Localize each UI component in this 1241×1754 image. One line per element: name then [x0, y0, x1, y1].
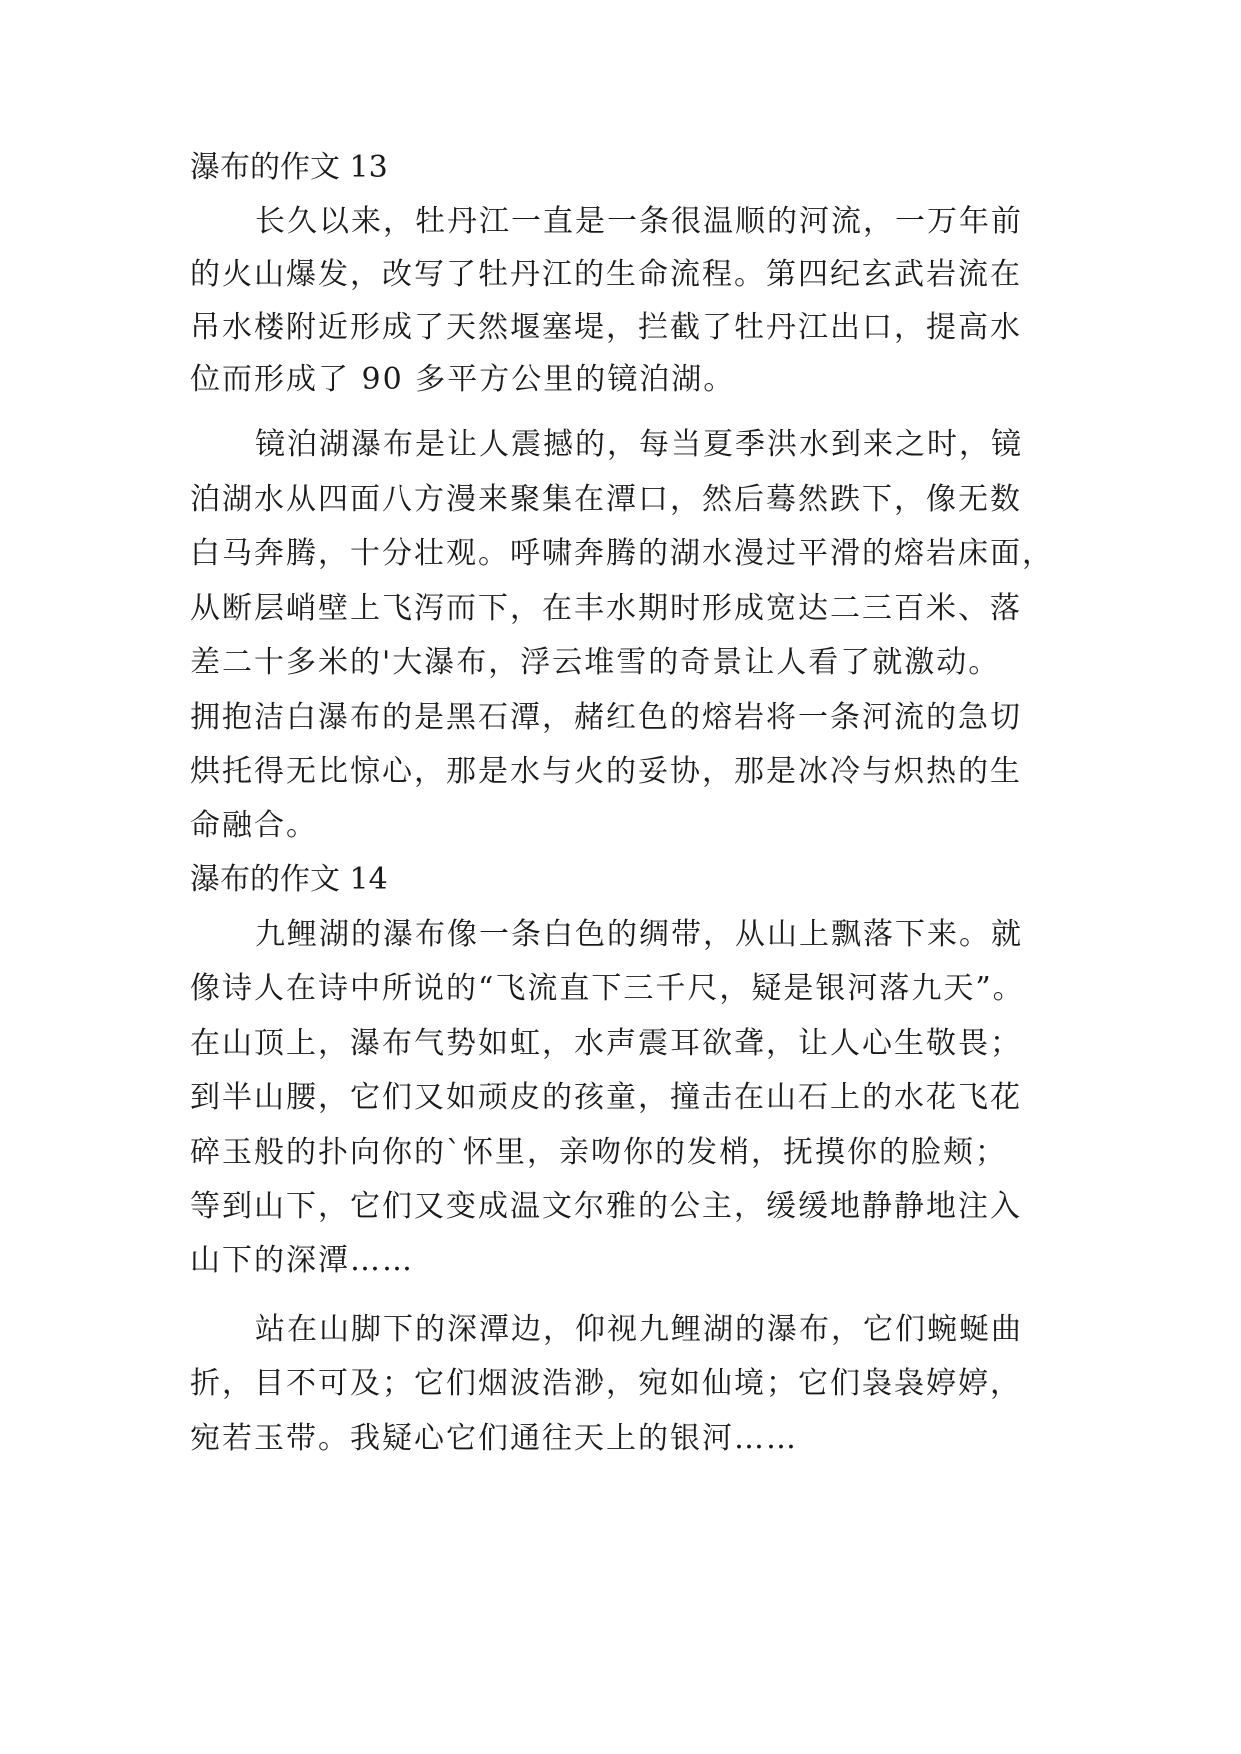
- paragraph-line: 站在山脚下的深潭边，仰视九鲤湖的瀑布，它们蜿蜒曲: [255, 1312, 1023, 1347]
- paragraph-line: 差二十多米的'大瀑布，浮云堆雪的奇景让人看了就激动。: [190, 645, 1001, 680]
- section-title: 瀑布的作文 13: [190, 150, 388, 185]
- paragraph-line: 到半山腰，它们又如顽皮的孩童，撞击在山石上的水花飞花: [190, 1080, 1022, 1115]
- paragraph-line: 镜泊湖瀑布是让人震撼的，每当夏季洪水到来之时，镜: [255, 427, 1023, 462]
- paragraph-line: 碎玉般的扑向你的`怀里，亲吻你的发梢，抚摸你的脸颊；: [190, 1135, 1007, 1170]
- paragraph-line: 等到山下，它们又变成温文尔雅的公主，缓缓地静静地注入: [190, 1189, 1022, 1224]
- paragraph-line: 长久以来，牡丹江一直是一条很温顺的河流，一万年前: [255, 204, 1023, 239]
- paragraph-line: 从断层峭壁上飞泻而下，在丰水期时形成宽达二三百米、落: [190, 591, 1022, 626]
- paragraph-line: 九鲤湖的瀑布像一条白色的绸带，从山上飘落下来。就: [255, 917, 1023, 952]
- paragraph-line: 像诗人在诗中所说的“飞流直下三千尺，疑是银河落九天”。: [190, 971, 1025, 1006]
- section-title: 瀑布的作文 14: [190, 862, 388, 897]
- paragraph-line: 山下的深潭……: [190, 1243, 414, 1278]
- paragraph-line: 烘托得无比惊心，那是水与火的妥协，那是冰冷与炽热的生: [190, 754, 1022, 789]
- paragraph-line: 白马奔腾，十分壮观。呼啸奔腾的湖水漫过平滑的熔岩床面，: [190, 536, 1054, 571]
- paragraph-line: 命融合。: [190, 808, 318, 843]
- paragraph-line: 折，目不可及；它们烟波浩渺，宛如仙境；它们袅袅婷婷，: [190, 1366, 1022, 1401]
- paragraph-line: 位而形成了 90 多平方公里的镜泊湖。: [190, 362, 736, 397]
- paragraph-line: 宛若玉带。我疑心它们通往天上的银河……: [190, 1421, 798, 1456]
- paragraph-line: 在山顶上，瀑布气势如虹，水声震耳欲聋，让人心生敬畏；: [190, 1026, 1022, 1061]
- paragraph-line: 泊湖水从四面八方漫来聚集在潭口，然后蓦然跌下，像无数: [190, 482, 1022, 517]
- paragraph-line: 拥抱洁白瀑布的是黑石潭，赭红色的熔岩将一条河流的急切: [190, 700, 1022, 735]
- paragraph-line: 的火山爆发，改写了牡丹江的生命流程。第四纪玄武岩流在: [190, 257, 1022, 292]
- paragraph-line: 吊水楼附近形成了天然堰塞堤，拦截了牡丹江出口，提高水: [190, 310, 1022, 345]
